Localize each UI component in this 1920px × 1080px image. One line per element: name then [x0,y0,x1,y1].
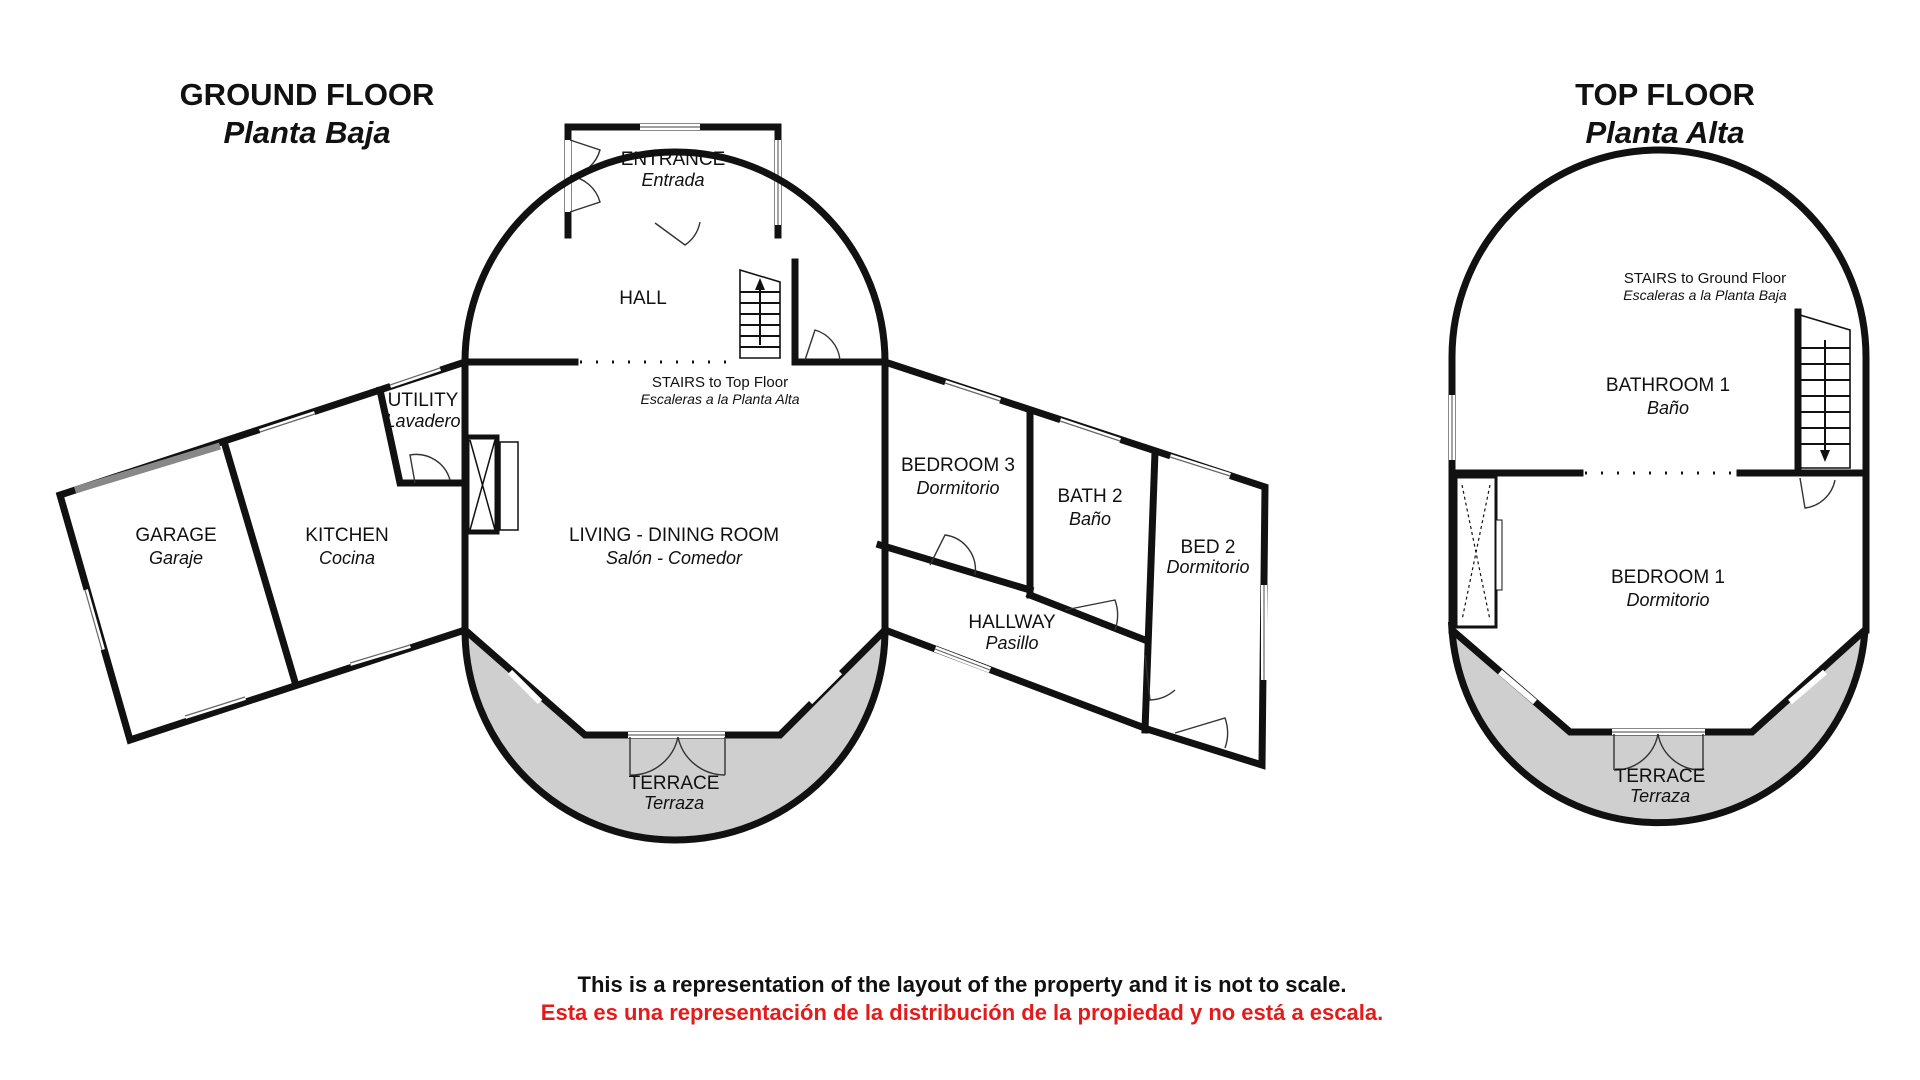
top-floor-title: TOP FLOOR [1575,77,1755,112]
bedroom3-label: BEDROOM 3 [900,455,1016,476]
bedroom1-label-es: Dormitorio [1626,590,1710,610]
kitchen-label-es: Cocina [318,548,376,568]
bedroom1-label: BEDROOM 1 [1610,567,1726,588]
hall-label: HALL [619,288,667,309]
top-floor-heading [1575,77,1755,150]
stairs-to-top-label: STAIRS to Top Floor [651,374,789,391]
ground-floor-heading [180,77,435,150]
garage-door [75,446,220,490]
entrance-label: ENTRANCE [620,149,726,170]
garage-label: GARAGE [135,525,217,546]
utility-label: UTILITY [387,390,459,411]
entrance-label-es: Entrada [641,170,705,190]
kitchen-label: KITCHEN [305,525,389,546]
top-terrace-label-es: Terraza [1629,786,1691,806]
ground-terrace-label-es: Terraza [643,793,705,813]
top-floor-subtitle: Planta Alta [1585,115,1745,150]
ground-floor-title: GROUND FLOOR [179,77,435,112]
ground-terrace-label: TERRACE [628,773,720,794]
ground-floor-subtitle: Planta Baja [223,115,391,150]
living-label-es: Salón - Comedor [605,548,743,568]
bed2-label: BED 2 [1180,537,1236,558]
top-terrace-label: TERRACE [1614,766,1706,787]
wardrobe [1456,477,1502,627]
disclaimer-en: This is a representation of the layout of the property and it is not to scale. [577,972,1347,997]
stairs-to-ground-floor [1798,312,1850,473]
utility-label-es: Lavadero [385,411,461,431]
stairs-to-ground-label: STAIRS to Ground Floor [1623,270,1787,287]
disclaimer-es: Esta es una representación de la distribución de la propiedad y no está a escala. [540,1000,1384,1025]
bath2-label: BATH 2 [1057,486,1123,507]
stairs-to-ground-label-es: Escaleras a la Planta Baja [1623,287,1787,303]
stairs-to-top-label-es: Escaleras a la Planta Alta [640,391,800,407]
bathroom1-label-es: Baño [1646,398,1690,418]
bed2-label-es: Dormitorio [1166,557,1250,577]
bath2-label-es: Baño [1068,509,1112,529]
bathroom1-label: BATHROOM 1 [1605,375,1731,396]
hallway-label-es: Pasillo [985,633,1039,653]
garage-label-es: Garaje [148,548,204,568]
stairs-to-top-floor [740,270,780,358]
living-label: LIVING - DINING ROOM [568,525,780,546]
hallway-label: HALLWAY [968,612,1056,633]
bedroom3-label-es: Dormitorio [916,478,1000,498]
top-floor-plan [1452,150,1866,823]
ground-floor-plan [60,127,1265,840]
